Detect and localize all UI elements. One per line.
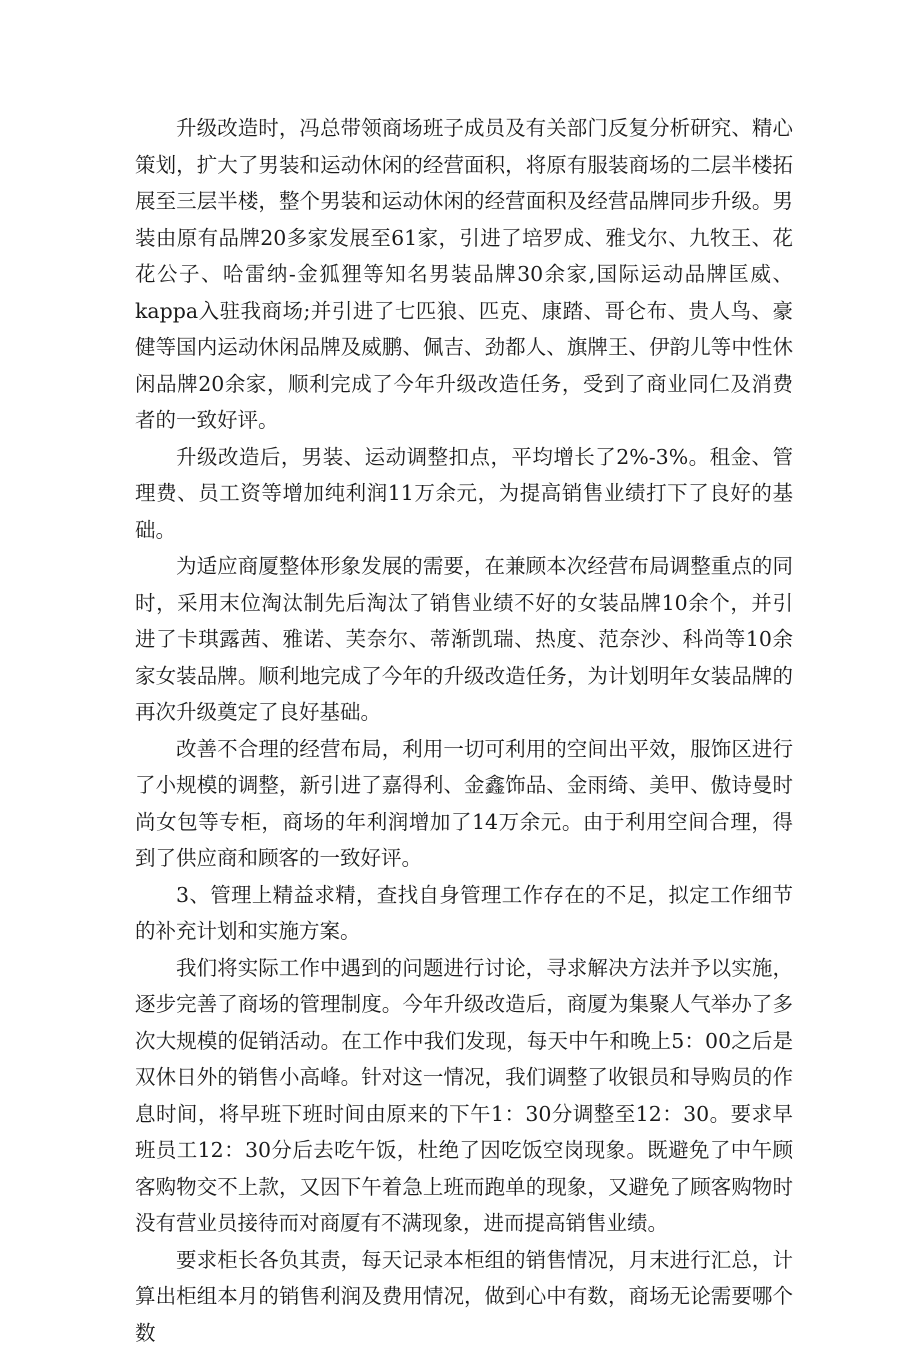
- paragraph-counter-managers: 要求柜长各负其责，每天记录本柜组的销售情况，月末进行汇总，计算出柜组本月的销售利润及费用情况，做到心中有数，商场无论需要哪个数: [135, 1242, 793, 1351]
- paragraph-after-upgrade: 升级改造后，男装、运动调整扣点，平均增长了2%-3%。租金、管理费、员工资等增加纯利润11万余元，为提高销售业绩打下了良好的基础。: [135, 439, 793, 549]
- paragraph-layout-improvement: 改善不合理的经营布局，利用一切可利用的空间出平效，服饰区进行了小规模的调整，新引进了嘉得利、金鑫饰品、金雨绮、美甲、傲诗曼时尚女包等专柜，商场的年利润增加了14万余元。由于利用空间合理，得到了供应商和顾客的一致好评。: [135, 731, 793, 877]
- paragraph-management-details: 我们将实际工作中遇到的问题进行讨论，寻求解决方法并予以实施，逐步完善了商场的管理制度。今年升级改造后，商厦为集聚人气举办了多次大规模的促销活动。在工作中我们发现，每天中午和晚上5：00之后是双休日外的销售小高峰。针对这一情况，我们调整了收银员和导购员的作息时间，将早班下班时间由原来的下午1：30分调整至12：30。要求早班员工12：30分后去吃午饭，杜绝了因吃饭空岗现象。既避免了中午顾客购物交不上款，又因下午着急上班而跑单的现象，又避免了顾客购物时没有营业员接待而对商厦有不满现象，进而提高销售业绩。: [135, 950, 793, 1242]
- paragraph-management-heading: 3、管理上精益求精，查找自身管理工作存在的不足，拟定工作细节的补充计划和实施方案。: [135, 877, 793, 950]
- paragraph-upgrade-menswear: 升级改造时，冯总带领商场班子成员及有关部门反复分析研究、精心策划，扩大了男装和运动休闲的经营面积，将原有服装商场的二层半楼拓展至三层半楼，整个男装和运动休闲的经营面积及经营品牌同步升级。男装由原有品牌20多家发展至61家，引进了培罗成、雅戈尔、九牧王、花花公子、哈雷纳-金狐狸等知名男装品牌30余家,国际运动品牌匡威、kappa入驻我商场;并引进了七匹狼、匹克、康踏、哥仑布、贵人鸟、豪健等国内运动休闲品牌及威鹏、佩吉、劲都人、旗牌王、伊韵儿等中性休闲品牌20余家，顺利完成了今年升级改造任务，受到了商业同仁及消费者的一致好评。: [135, 110, 793, 439]
- paragraph-womenswear: 为适应商厦整体形象发展的需要，在兼顾本次经营布局调整重点的同时，采用末位淘汰制先后淘汰了销售业绩不好的女装品牌10余个，并引进了卡琪露茜、雅诺、芙奈尔、蒂渐凯瑞、热度、范奈沙、科尚等10余家女装品牌。顺利地完成了今年的升级改造任务，为计划明年女装品牌的再次升级奠定了良好基础。: [135, 548, 793, 731]
- document-body: [135, 110, 793, 1351]
